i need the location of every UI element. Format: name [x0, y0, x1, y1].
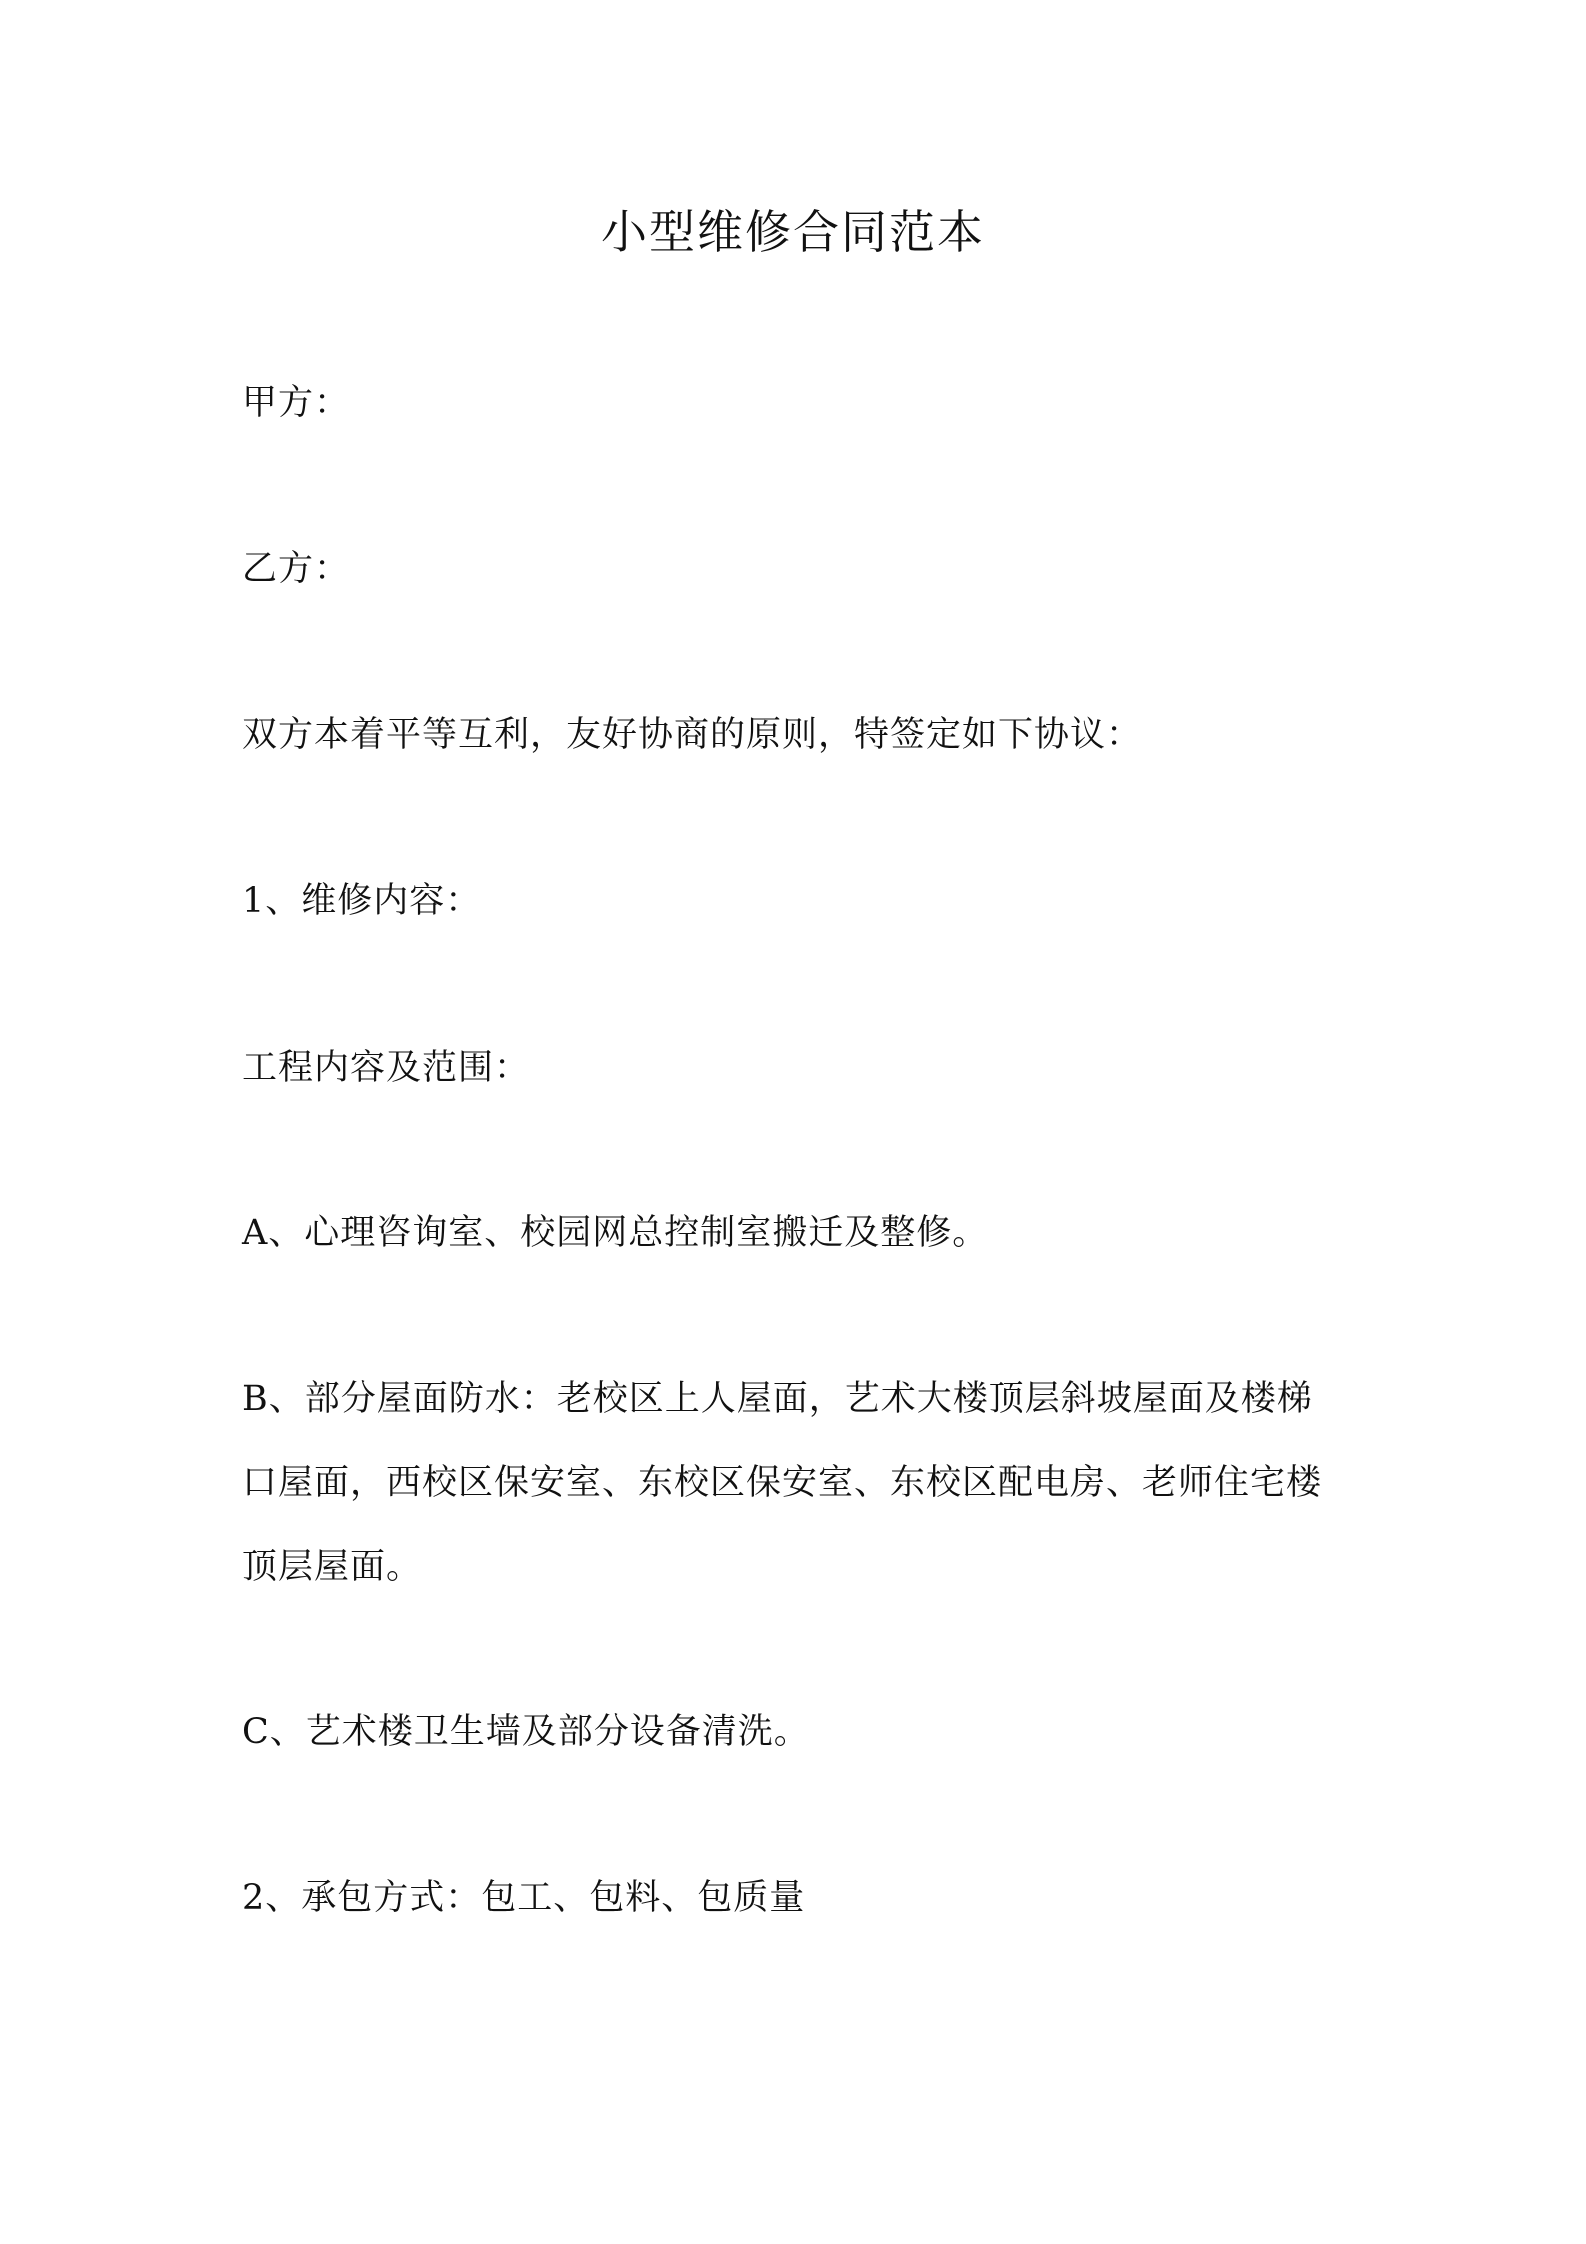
scope-item-a: A、心理咨询室、校园网总控制室搬迁及整修。: [242, 1213, 989, 1253]
scope-item-b-line: B、部分屋面防水：老校区上人屋面，艺术大楼顶层斜坡屋面及楼梯: [242, 1379, 1313, 1419]
scope-item-b-line: 顶层屋面。: [242, 1547, 423, 1587]
scope-item-b-line: 口屋面，西校区保安室、东校区保安室、东校区配电房、老师住宅楼: [242, 1463, 1323, 1503]
scope-item-c: C、艺术楼卫生墙及部分设备清洗。: [242, 1712, 810, 1752]
scope-heading: 工程内容及范围：: [242, 1048, 531, 1088]
document-title: 小型维修合同范本: [601, 205, 985, 259]
scope-item-b: [242, 1357, 1372, 1609]
section-2-text: 2、承包方式：包工、包料、包质量: [242, 1878, 806, 1918]
preamble-text: 双方本着平等互利，友好协商的原则，特签定如下协议：: [242, 715, 1143, 755]
party-b-label: 乙方：: [242, 549, 351, 589]
section-1-heading: 1、维修内容：: [242, 881, 482, 921]
party-a-label: 甲方：: [242, 383, 351, 423]
